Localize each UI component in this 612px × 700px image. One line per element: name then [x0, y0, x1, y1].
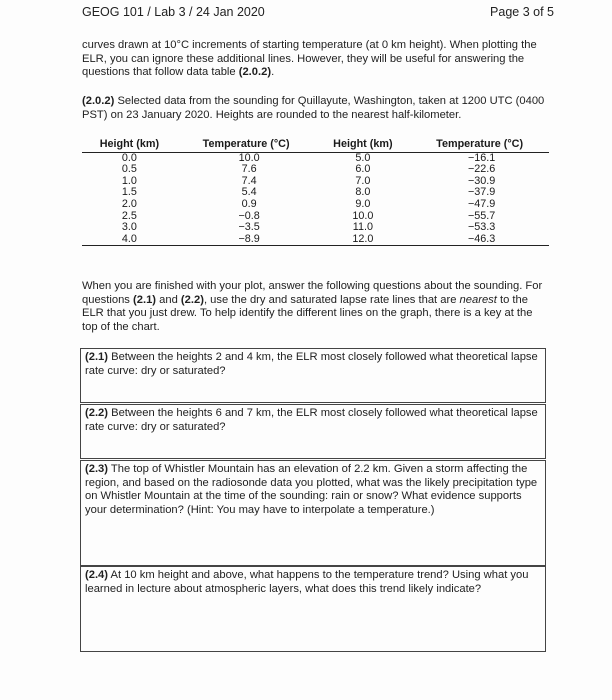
table-cell: 10.0 — [352, 209, 374, 222]
table-row — [82, 222, 549, 234]
table-cell: −8.9 — [177, 234, 316, 246]
intro-table-ref: (2.0.2) — [238, 66, 272, 79]
table-cell: −46.3 — [410, 234, 549, 246]
page-header — [82, 5, 554, 19]
table-header-row — [82, 138, 549, 152]
question-ref-2-1: (2.1) — [133, 293, 157, 306]
table-cell: 9.0 — [355, 197, 371, 210]
table-cell: 5.4 — [241, 186, 257, 199]
table-cell: −30.9 — [467, 174, 496, 187]
table-cell: −0.8 — [238, 209, 260, 222]
table-row — [82, 234, 549, 246]
answer-box-2-3[interactable] — [80, 460, 546, 566]
table-cell: 3.0 — [121, 221, 137, 234]
answer-box-2-1[interactable] — [80, 348, 546, 403]
instructions-emphasis: nearest — [459, 293, 497, 306]
table-cell: −16.1 — [467, 151, 496, 164]
table-caption — [82, 95, 547, 122]
instructions-text-2: , use the dry and saturated lapse rate lines that are — [203, 293, 457, 306]
answer-box-2-4[interactable] — [80, 566, 546, 652]
table-cell: −37.9 — [467, 186, 496, 199]
table-cell: 12.0 — [315, 234, 410, 246]
question-text: The top of Whistler Mountain has an elevation of 2.2 km. Given a storm affecting the region, and based on the radiosonde data you plotted, what was the likely precipitation type on Whistler Mountain at the time of the sounding: rain or snow? What evidence supports your determination? (Hint: You may have to interpolate a temperature.) — [85, 463, 538, 516]
course-label: GEOG 101 / Lab 3 / 24 Jan 2020 — [82, 5, 265, 19]
table-cell: 5.0 — [355, 151, 371, 164]
table-cell: 0.5 — [121, 163, 137, 176]
question-number: (2.3) — [85, 463, 109, 475]
question-ref-2-2: (2.2) — [180, 293, 204, 306]
column-header: Temperature (°C) — [410, 138, 549, 152]
instructions-and: and — [159, 293, 178, 306]
table-cell: −3.5 — [238, 221, 260, 234]
table-cell: 2.0 — [121, 197, 137, 210]
table-cell: 0.9 — [241, 197, 257, 210]
question-number: (2.1) — [85, 351, 109, 363]
question-number: (2.2) — [85, 407, 109, 419]
table-cell: 7.0 — [355, 174, 371, 187]
question-number: (2.4) — [85, 569, 109, 581]
column-header: Height (km) — [315, 138, 410, 152]
instructions-paragraph — [82, 280, 547, 334]
column-header: Temperature (°C) — [177, 138, 316, 152]
sounding-table — [82, 138, 549, 246]
intro-paragraph — [82, 39, 547, 80]
question-text: Between the heights 2 and 4 km, the ELR most closely followed what theoretical lapse rate curve: dry or saturated? — [85, 351, 538, 377]
table-cell: 0.0 — [121, 151, 137, 164]
table-cell: 1.0 — [121, 174, 137, 187]
table-cell: 2.5 — [121, 209, 137, 222]
table-caption-text: Selected data from the sounding for Quillayute, Washington, taken at 1200 UTC (0400 PST) on 23 January 2020. Heights are rounded to the nearest half-kilometer. — [82, 95, 545, 121]
table-cell: 8.0 — [355, 186, 371, 199]
table-cell: −53.3 — [467, 221, 496, 234]
table-cell: −22.6 — [467, 163, 496, 176]
table-cell: 1.5 — [121, 186, 137, 199]
table-cell: −47.9 — [467, 197, 496, 210]
answer-box-2-2[interactable] — [80, 404, 546, 459]
table-cell: 7.4 — [241, 174, 257, 187]
table-number: (2.0.2) — [82, 95, 115, 107]
table-row — [82, 199, 549, 211]
table-cell: 10.0 — [238, 151, 260, 164]
page-number: Page 3 of 5 — [490, 5, 554, 19]
question-text: Between the heights 6 and 7 km, the ELR most closely followed what theoretical lapse rate curve: dry or saturated? — [85, 407, 538, 433]
column-header: Height (km) — [82, 138, 177, 152]
table-cell: 11.0 — [352, 221, 373, 234]
question-text: At 10 km height and above, what happens to the temperature trend? Using what you learned in lecture about atmospheric layers, what does this trend likely indicate? — [85, 569, 529, 595]
instructions-text-1: When you are finished with your plot, answer the following questions about the sounding. For questions — [82, 280, 543, 306]
table-cell: −55.7 — [467, 209, 496, 222]
table-cell: 7.6 — [241, 163, 257, 176]
intro-text: curves drawn at 10°C increments of starting temperature (at 0 km height). When plotting the ELR, you can ignore these additional lines. However, they will be useful for answering the questions that follow data table — [82, 39, 537, 79]
intro-end: . — [271, 66, 275, 79]
table-cell: 6.0 — [355, 163, 371, 176]
table-cell: 4.0 — [82, 234, 177, 246]
instructions-text-3: to the ELR that you just drew. To help identify the different lines on the graph, there is a key at the top of the chart. — [82, 293, 533, 333]
